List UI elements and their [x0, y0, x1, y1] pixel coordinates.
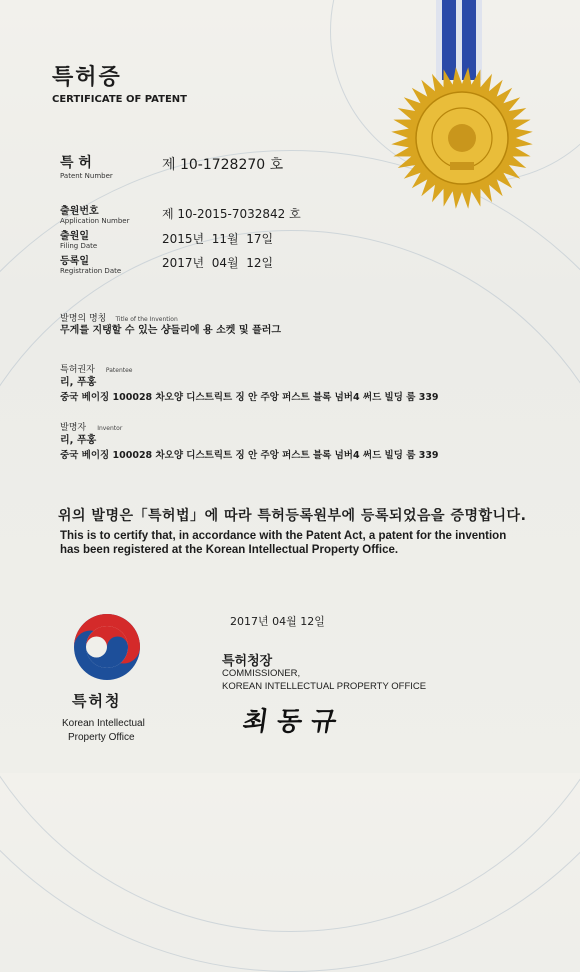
commissioner-title-en-line1: COMMISSIONER,: [222, 668, 301, 679]
patentee-label-ko: 특허권자: [60, 365, 95, 375]
registration-date-value: 2017년 04월 12일: [162, 256, 274, 270]
invention-label-en: Title of the Invention: [115, 316, 178, 323]
commissioner-title-ko: 특허청장: [222, 654, 273, 669]
certification-statement-en-line1: This is to certify that, in accordance with the Patent Act, a patent for the invention: [60, 530, 507, 542]
org-name-en-line2: Property Office: [68, 732, 135, 743]
issue-date: 2017년 04월 12일: [230, 615, 325, 628]
certification-statement-en-line2: has been registered at the Korean Intellectual Property Office.: [60, 544, 399, 556]
commissioner-title-en-line2: KOREAN INTELLECTUAL PROPERTY OFFICE: [222, 681, 427, 692]
gold-seal-icon: [390, 66, 534, 210]
application-number-label-en: Application Number: [60, 217, 130, 225]
patent-number-label: [60, 152, 113, 180]
inventor-label-ko: 발명자: [60, 423, 87, 433]
commissioner-signature: [240, 700, 390, 740]
invention-label-ko: 발명의 명칭: [60, 314, 107, 324]
application-number-label: [60, 202, 129, 225]
certificate-title: 특허증: [52, 65, 122, 90]
org-name-en-line1: Korean Intellectual: [62, 718, 145, 729]
inventor-address: 중국 베이징 100028 차오양 디스트릭트 징 안 주앙 퍼스트 블록 넘버4 써드 빌딩 룸 339: [60, 450, 439, 461]
patent-number-value: 제 10-1728270 호: [162, 157, 284, 173]
patent-number-label-en: Patent Number: [60, 172, 113, 180]
org-name-ko: 특허청: [72, 692, 122, 710]
registration-date-label: [60, 252, 121, 275]
patentee-address: 중국 베이징 100028 차오양 디스트릭트 징 안 주앙 퍼스트 블록 넘버4 써드 빌딩 룸 339: [60, 392, 439, 403]
filing-date-label-en: Filing Date: [60, 242, 98, 250]
filing-date-label: [60, 227, 97, 250]
registration-date-label-ko: 등록일: [60, 256, 89, 267]
patent-number-label-ko: 특 허: [60, 155, 92, 171]
svg-text:최 동 규: 최 동 규: [240, 706, 339, 737]
certificate-title-en: CERTIFICATE OF PATENT: [52, 94, 187, 105]
patentee-label-en: Patentee: [105, 367, 133, 374]
taegeuk-emblem-icon: [70, 610, 144, 684]
patentee-name: 리, 푸홍: [60, 377, 97, 388]
inventor-label-en: Inventor: [97, 425, 123, 432]
inventor-name: 리, 푸홍: [60, 435, 97, 446]
filing-date-label-ko: 출원일: [60, 231, 89, 242]
application-number-label-ko: 출원번호: [60, 206, 99, 217]
application-number-value: 제 10-2015-7032842 호: [162, 207, 301, 221]
registration-date-label-en: Registration Date: [60, 267, 122, 275]
invention-title: 무게를 지탱할 수 있는 샹들리에 용 소켓 및 플러그: [60, 325, 282, 336]
filing-date-value: 2015년 11월 17일: [162, 232, 274, 246]
certification-statement-ko: 위의 발명은「특허법」에 따라 특허등록원부에 등록되었음을 증명합니다.: [58, 508, 527, 524]
